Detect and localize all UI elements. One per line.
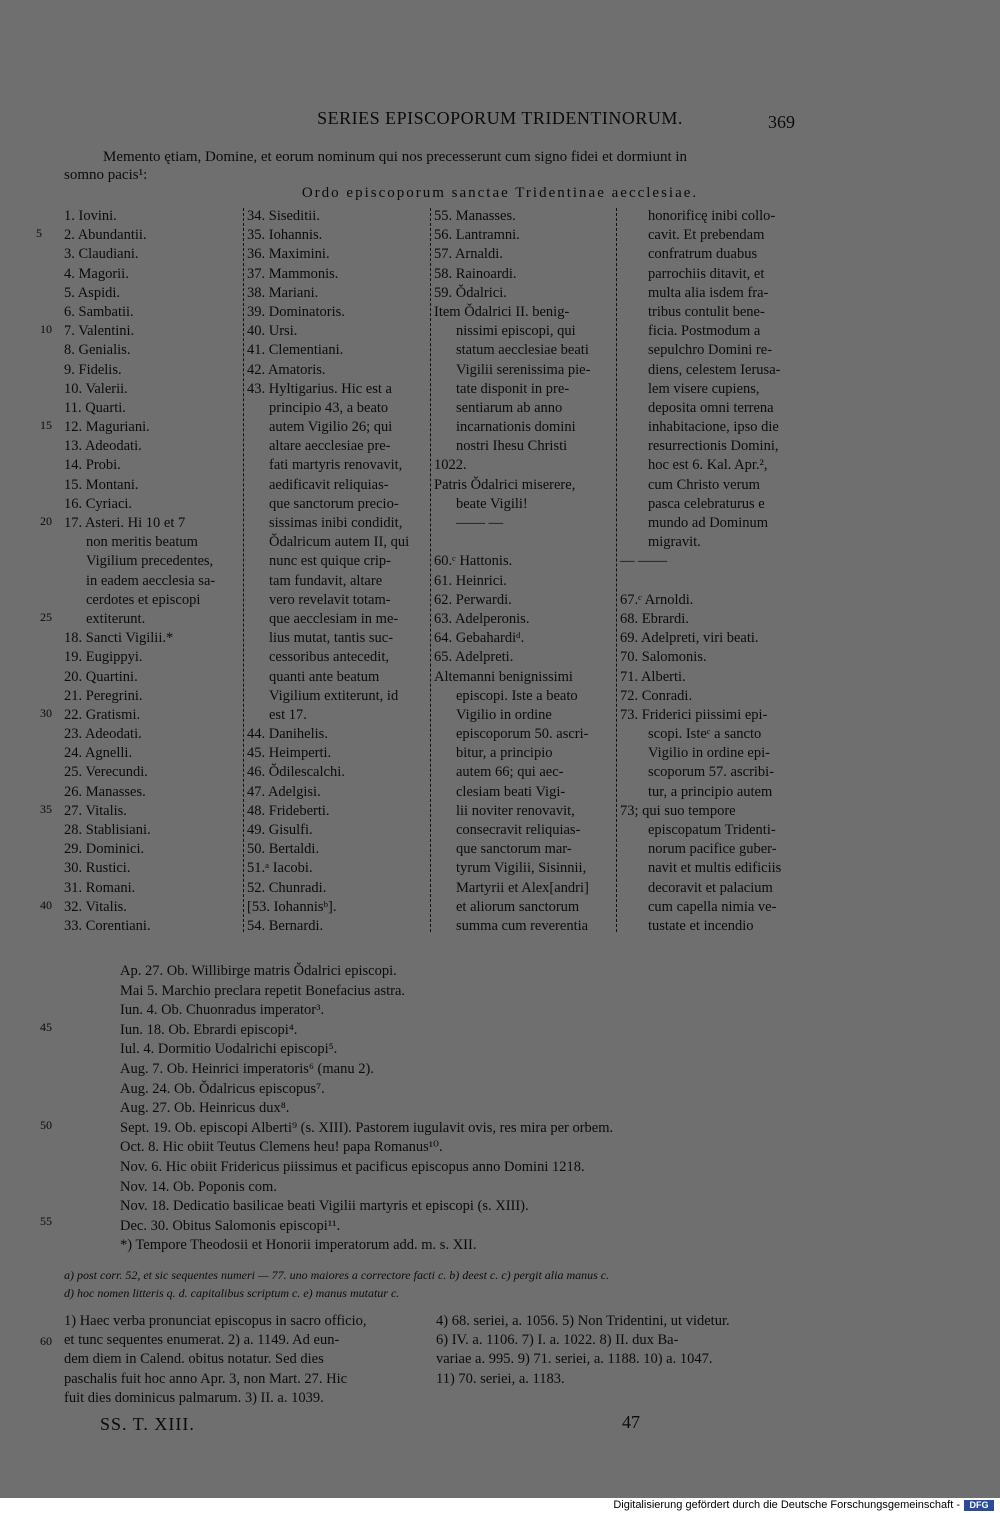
necrology-line: Iul. 4. Dormitio Uodalrichi episcopi⁵. xyxy=(120,1041,338,1058)
bishop-entry: 70. Salomonis. xyxy=(620,649,707,666)
bishop-entry: fati martyris renovavit, xyxy=(269,457,403,474)
bishop-entry: 14. Probi. xyxy=(64,457,121,474)
bishop-entry: aedificavit reliquias- xyxy=(269,476,389,493)
necrology-line: Aug. 27. Ob. Heinricus dux⁸. xyxy=(120,1100,290,1117)
bishop-entry: —— — xyxy=(456,515,504,531)
bishop-entry: bitur, a principio xyxy=(456,745,553,762)
bishop-entry: 32. Vitalis. xyxy=(64,898,127,915)
bishop-entry: mundo ad Dominum xyxy=(648,515,769,531)
bishop-entry: navit et multis edificiis xyxy=(648,860,782,877)
bishop-entry: episcopi. Iste a beato xyxy=(456,687,578,704)
necrology-line: Aug. 7. Ob. Heinrici imperatoris⁶ (manu 2). xyxy=(120,1060,374,1077)
bishop-entry: 35. Iohannis. xyxy=(247,227,323,244)
footnote-line: 6) IV. a. 1106. 7) I. a. 1022. 8) II. dux Ba- xyxy=(436,1332,679,1349)
bishop-entry: 38. Mariani. xyxy=(247,284,319,301)
bishop-entry: in eadem aecclesia sa- xyxy=(86,572,216,589)
bishop-entry: clesiam beati Vigi- xyxy=(456,783,566,800)
bishop-entry: scoporum 57. ascribi- xyxy=(648,764,775,781)
bishop-entry: incarnationis domini xyxy=(456,419,576,436)
footnote-line: 11) 70. seriei, a. 1183. xyxy=(436,1370,565,1387)
necrology-entries xyxy=(120,962,613,1256)
bishop-entry: 45. Heimperti. xyxy=(247,745,332,762)
bishop-entry: 22. Gratismi. xyxy=(64,706,141,723)
bishop-entry: 13. Adeodati. xyxy=(64,438,142,455)
bishop-entry: quanti ante beatum xyxy=(269,668,380,685)
bishop-entry: nostri Ihesu Christi xyxy=(456,438,568,455)
bishop-entry: 60.ᶜ Hattonis. xyxy=(434,553,513,570)
bishop-entry: 29. Dominici. xyxy=(64,841,145,858)
bishop-entry: que sanctorum mar- xyxy=(456,841,572,858)
bishop-entry: non meritis beatum xyxy=(86,534,198,551)
bishop-entry: 49. Gisulfi. xyxy=(247,822,313,838)
bishop-entry: 33. Corentiani. xyxy=(64,917,151,934)
bishop-entry: 27. Vitalis. xyxy=(64,802,127,819)
bishop-entry: 4. Magorii. xyxy=(64,265,129,282)
bishop-entry: 39. Dominatoris. xyxy=(247,303,345,320)
bishop-entry: autem 66; qui aec- xyxy=(456,764,564,781)
bishop-entry: 67.ᶜ Arnoldi. xyxy=(620,591,694,608)
bishop-entry: confratrum duabus xyxy=(648,246,758,263)
bishop-entry: — —— xyxy=(620,553,668,570)
bishop-entry: 43. Hyltigarius. Hic est a xyxy=(247,380,392,397)
bishop-entry: 10. Valerii. xyxy=(64,380,128,397)
bishop-entry: 30. Rustici. xyxy=(64,860,131,877)
bishop-entry: que sanctorum precio- xyxy=(269,495,399,512)
bishop-entry: 18. Sancti Vigilii.* xyxy=(64,630,174,647)
bishop-entry: Vigilio in ordine xyxy=(456,706,552,723)
bishop-entry: 46. Ŏdilescalchi. xyxy=(247,764,345,781)
bishop-entry: 9. Fidelis. xyxy=(64,361,122,378)
bishop-entry: 56. Lantramni. xyxy=(434,227,520,244)
bishop-entry: Vigilii serenissima pie- xyxy=(456,361,591,378)
margin-line-number: 60 xyxy=(40,1334,52,1348)
bishop-entry: honorificę inibi collo- xyxy=(648,208,776,224)
bishop-entry: 36. Maximini. xyxy=(247,246,330,263)
bishop-entry xyxy=(434,533,612,552)
footnote-line: variae a. 995. 9) 71. seriei, a. 1188. 10) a. 1047. xyxy=(436,1351,713,1368)
bishop-list-column-3 xyxy=(434,207,612,936)
bishop-entry: pasca celebraturus e xyxy=(648,495,765,512)
bishop-entry: 63. Adelperonis. xyxy=(434,610,530,627)
bishop-entry: 16. Cyriaci. xyxy=(64,495,133,512)
bishop-entry: episcoporum 50. ascri- xyxy=(456,726,589,743)
bishop-entry: 5. Aspidi. xyxy=(64,284,120,301)
bishop-entry: et aliorum sanctorum xyxy=(456,898,580,915)
bishop-entry: 61. Heinrici. xyxy=(434,572,507,589)
bishop-entry: 68. Ebrardi. xyxy=(620,610,689,627)
bishop-entry: principio 43, a beato xyxy=(269,399,389,416)
bishop-entry: deposita omni terrena xyxy=(648,399,774,416)
margin-line-number: 25 xyxy=(40,610,52,624)
bishop-entry: ficia. Postmodum a xyxy=(648,323,761,340)
bishop-entry: multa alia isdem fra- xyxy=(648,284,769,301)
margin-line-number: 50 xyxy=(40,1118,52,1132)
bishop-entry: episcopatum Tridenti- xyxy=(648,822,776,838)
bishop-entry: Martyrii et Alex[andri] xyxy=(456,879,589,896)
volume-signature: SS. T. XIII. xyxy=(100,1414,195,1434)
bishop-list-column-1 xyxy=(64,207,240,936)
bishop-entry: 31. Romani. xyxy=(64,879,136,896)
margin-line-number: 15 xyxy=(40,418,52,432)
bishop-entry: 40. Ursi. xyxy=(247,323,298,340)
column-divider xyxy=(616,208,617,932)
necrology-line: *) Tempore Theodosii et Honorii imperatorum add. m. s. XII. xyxy=(120,1237,477,1254)
bishop-entry: 7. Valentini. xyxy=(64,323,135,340)
footnotes-left xyxy=(64,1312,420,1408)
bishop-entry: 47. Adelgisi. xyxy=(247,783,321,800)
sheet-number: 47 xyxy=(622,1412,640,1432)
bishop-entry: [53. Iohannisᵇ]. xyxy=(247,898,337,915)
ordo-heading: Ordo episcoporum sanctae Tridentinae aecclesiae. xyxy=(301,185,699,201)
bishop-entry: 21. Peregrini. xyxy=(64,687,143,704)
bishop-entry: 50. Bertaldi. xyxy=(247,841,320,858)
page-number: 369 xyxy=(768,112,795,132)
textual-note-line: a) post corr. 52, et sic sequentes numeri — 77. uno maiores a correctore facti c. b) deest c. c) pergit alia manus c. xyxy=(64,1268,610,1282)
bishop-entry: 37. Mammonis. xyxy=(247,265,339,282)
bishop-entry: cavit. Et prebendam xyxy=(648,227,765,244)
necrology-line: Dec. 30. Obitus Salomonis episcopi¹¹. xyxy=(120,1217,341,1234)
bishop-entry: cum Christo verum xyxy=(648,476,760,493)
footnote-line: dem diem in Calend. obitus notatur. Sed dies xyxy=(64,1351,324,1368)
page-title: SERIES EPISCOPORUM TRIDENTINORUM. xyxy=(317,108,683,128)
bishop-entry: 23. Adeodati. xyxy=(64,726,142,743)
bishop-entry: lii noviter renovavit, xyxy=(456,802,575,819)
bishop-entry: 55. Manasses. xyxy=(434,208,516,224)
bishop-entry: cerdotes et episcopi xyxy=(86,591,201,608)
bishop-entry: 1. Iovini. xyxy=(64,208,117,224)
bishop-entry: 59. Ŏdalrici. xyxy=(434,284,507,301)
bishop-entry: 34. Siseditii. xyxy=(247,208,320,224)
bishop-entry: summa cum reverentia xyxy=(456,917,589,934)
bishop-entry: 8. Genialis. xyxy=(64,342,131,359)
bishop-entry: 54. Bernardi. xyxy=(247,917,324,934)
bishop-entry: tur, a principio autem xyxy=(648,783,773,800)
necrology-line: Oct. 8. Hic obiit Teutus Clemens heu! papa Romanus¹⁰. xyxy=(120,1139,443,1156)
necrology-line: Nov. 14. Ob. Poponis com. xyxy=(120,1178,277,1195)
bishop-entry: Patris Ŏdalrici miserere, xyxy=(434,476,576,493)
bishop-entry: Altemanni benignissimi xyxy=(434,668,573,685)
bishop-entry: 20. Quartini. xyxy=(64,668,138,685)
bishop-entry: cum capella nimia ve- xyxy=(648,898,777,915)
bishop-entry: altare aecclesiae pre- xyxy=(269,438,391,455)
footnote-line: 4) 68. seriei, a. 1056. 5) Non Tridentini, ut videtur. xyxy=(436,1313,730,1329)
bishop-entry: Vigilium precedentes, xyxy=(86,553,214,570)
necrology-line: Ap. 27. Ob. Willibirge matris Ŏdalrici episcopi. xyxy=(120,963,397,979)
bishop-entry: Ŏdalricum autem II, qui xyxy=(269,534,410,551)
footnotes-right xyxy=(436,1312,796,1389)
margin-line-number: 10 xyxy=(40,322,52,336)
bishop-entry: sentiarum ab anno xyxy=(456,399,563,416)
necrology-line: Nov. 6. Hic obiit Fridericus piissimus et pacificus episcopus anno Domini 1218. xyxy=(120,1158,585,1175)
bishop-entry: 48. Frideberti. xyxy=(247,802,330,819)
bishop-entry: tribus contulit bene- xyxy=(648,303,765,320)
bishop-entry: que aecclesiam in me- xyxy=(269,610,399,627)
necrology-line: Sept. 19. Ob. episcopi Alberti⁹ (s. XIII). Pastorem iugulavit ovis, res mira per orbem. xyxy=(120,1119,614,1136)
bishop-entry: 51.ᵃ Iacobi. xyxy=(247,860,313,877)
bishop-entry: Vigilium extiterunt, id xyxy=(269,687,399,704)
bishop-entry: tyrum Vigilii, Sisinnii, xyxy=(456,860,587,877)
footnote-line: et tunc sequentes enumerat. 2) a. 1149. Ad eun- xyxy=(64,1332,340,1349)
footnote-line: 1) Haec verba pronunciat episcopus in sacro officio, xyxy=(64,1313,367,1329)
bishop-entry: 25. Verecundi. xyxy=(64,764,148,781)
bishop-entry: 6. Sambatii. xyxy=(64,303,134,320)
bishop-entry: 15. Montani. xyxy=(64,476,139,493)
bishop-entry: Item Ŏdalrici II. benig- xyxy=(434,303,570,320)
bishop-entry: est 17. xyxy=(269,706,307,723)
bishop-list-column-2 xyxy=(247,207,427,936)
bishop-entry: scopi. Isteᶜ a sancto xyxy=(648,726,762,743)
footer-credit: Digitalisierung gefördert durch die Deutsche Forschungsgemeinschaft - xyxy=(613,1499,960,1511)
bishop-entry: decoravit et palacium xyxy=(648,879,773,896)
margin-line-number: 30 xyxy=(40,706,52,720)
bishop-entry: sepulchro Domini re- xyxy=(648,342,773,359)
bishop-entry: inhabitacione, ipso die xyxy=(648,419,779,436)
bishop-entry: 28. Stablisiani. xyxy=(64,822,151,838)
margin-line-number: 20 xyxy=(40,514,52,528)
column-divider xyxy=(243,208,244,932)
bishop-entry: cessoribus antecedit, xyxy=(269,649,389,666)
bishop-entry: 71. Alberti. xyxy=(620,668,686,685)
textual-note-line: d) hoc nomen litteris q. d. capitalibus scriptum c. e) manus mutatur c. xyxy=(64,1286,400,1300)
bishop-entry: autem Vigilio 26; qui xyxy=(269,419,393,436)
dfg-logo: DFG xyxy=(964,1500,994,1511)
bishop-entry: statum aecclesiae beati xyxy=(456,342,589,359)
bishop-entry: extiterunt. xyxy=(86,610,146,627)
margin-line-number: 5 xyxy=(36,226,42,240)
bishop-entry: parrochiis ditavit, et xyxy=(648,265,765,282)
footnote-line: fuit dies dominicus palmarum. 3) II. a. 1039. xyxy=(64,1389,324,1406)
bishop-entry: 12. Maguriani. xyxy=(64,419,150,436)
bishop-entry: 19. Eugippyi. xyxy=(64,649,143,666)
bishop-entry: norum pacifice guber- xyxy=(648,841,777,858)
bishop-entry: 65. Adelpreti. xyxy=(434,649,514,666)
bishop-entry: tustate et incendio xyxy=(648,917,754,934)
bishop-entry: 1022. xyxy=(434,457,467,474)
bishop-entry: beate Vigili! xyxy=(456,495,528,512)
necrology-line: Aug. 24. Ob. Ŏdalricus episcopus⁷. xyxy=(120,1080,325,1097)
bishop-entry: hoc est 6. Kal. Apr.², xyxy=(648,457,768,474)
bishop-entry: 69. Adelpreti, viri beati. xyxy=(620,630,759,647)
bishop-entry: 64. Gebahardiᵈ. xyxy=(434,630,525,647)
bishop-list-column-4 xyxy=(620,207,800,936)
bishop-entry: tate disponit in pre- xyxy=(456,380,570,397)
bishop-entry: 72. Conradi. xyxy=(620,687,693,704)
intro-line-2: somno pacis¹: xyxy=(64,167,148,183)
bishop-entry: nunc est quique crip- xyxy=(269,553,392,570)
necrology-line: Mai 5. Marchio preclara repetit Bonefacius astra. xyxy=(120,982,406,999)
bishop-entry: migravit. xyxy=(648,534,701,551)
bishop-entry: nissimi episcopi, qui xyxy=(456,323,576,340)
bishop-entry: 24. Agnelli. xyxy=(64,745,133,762)
footnote-line: paschalis fuit hoc anno Apr. 3, non Mart. 27. Hic xyxy=(64,1370,348,1387)
bishop-entry: 44. Danihelis. xyxy=(247,726,328,743)
bishop-entry: 3. Claudiani. xyxy=(64,246,139,263)
bishop-entry: lius mutat, tantis suc- xyxy=(269,630,394,647)
bishop-entry: 58. Rainoardi. xyxy=(434,265,517,282)
bishop-entry: diens, celestem Ierusa- xyxy=(648,361,781,378)
textual-footnotes xyxy=(64,1266,609,1302)
necrology-line: Iun. 4. Ob. Chuonradus imperator³. xyxy=(120,1002,325,1019)
bishop-entry xyxy=(620,572,800,591)
margin-line-number: 35 xyxy=(40,802,52,816)
bishop-entry: 73. Friderici piissimi epi- xyxy=(620,706,768,723)
bishop-entry: 41. Clementiani. xyxy=(247,342,344,359)
margin-line-number: 45 xyxy=(40,1020,52,1034)
bishop-entry: 11. Quarti. xyxy=(64,399,126,416)
bishop-entry: 57. Arnaldi. xyxy=(434,246,503,263)
necrology-line: Iun. 18. Ob. Ebrardi episcopi⁴. xyxy=(120,1021,298,1038)
bishop-entry: resurrectionis Domini, xyxy=(648,438,779,455)
bishop-entry: 26. Manasses. xyxy=(64,783,146,800)
bishop-entry: 52. Chunradi. xyxy=(247,879,327,896)
bishop-entry: tam fundavit, altare xyxy=(269,572,383,589)
necrology-line: Nov. 18. Dedicatio basilicae beati Vigilii martyris et episcopi (s. XIII). xyxy=(120,1198,529,1215)
bishop-entry: Vigilio in ordine epi- xyxy=(648,745,770,762)
bishop-entry: lem visere cupiens, xyxy=(648,380,760,397)
intro-line-1: Memento ętiam, Domine, et eorum nominum qui nos precesserunt cum signo fidei et dormiunt in xyxy=(103,149,688,165)
bishop-entry: 17. Asteri. Hi 10 et 7 xyxy=(64,515,186,531)
bishop-entry: sissimas inibi condidit, xyxy=(269,515,403,531)
bishop-entry: 73; qui suo tempore xyxy=(620,802,736,819)
margin-line-number: 40 xyxy=(40,898,52,912)
bishop-entry: consecravit reliquias- xyxy=(456,822,581,838)
margin-line-number: 55 xyxy=(40,1214,52,1228)
bishop-entry: 42. Amatoris. xyxy=(247,361,326,378)
column-divider xyxy=(430,208,431,932)
bishop-entry: 62. Perwardi. xyxy=(434,591,512,608)
bishop-entry: 2. Abundantii. xyxy=(64,227,147,244)
bishop-entry: vero revelavit totam- xyxy=(269,591,391,608)
